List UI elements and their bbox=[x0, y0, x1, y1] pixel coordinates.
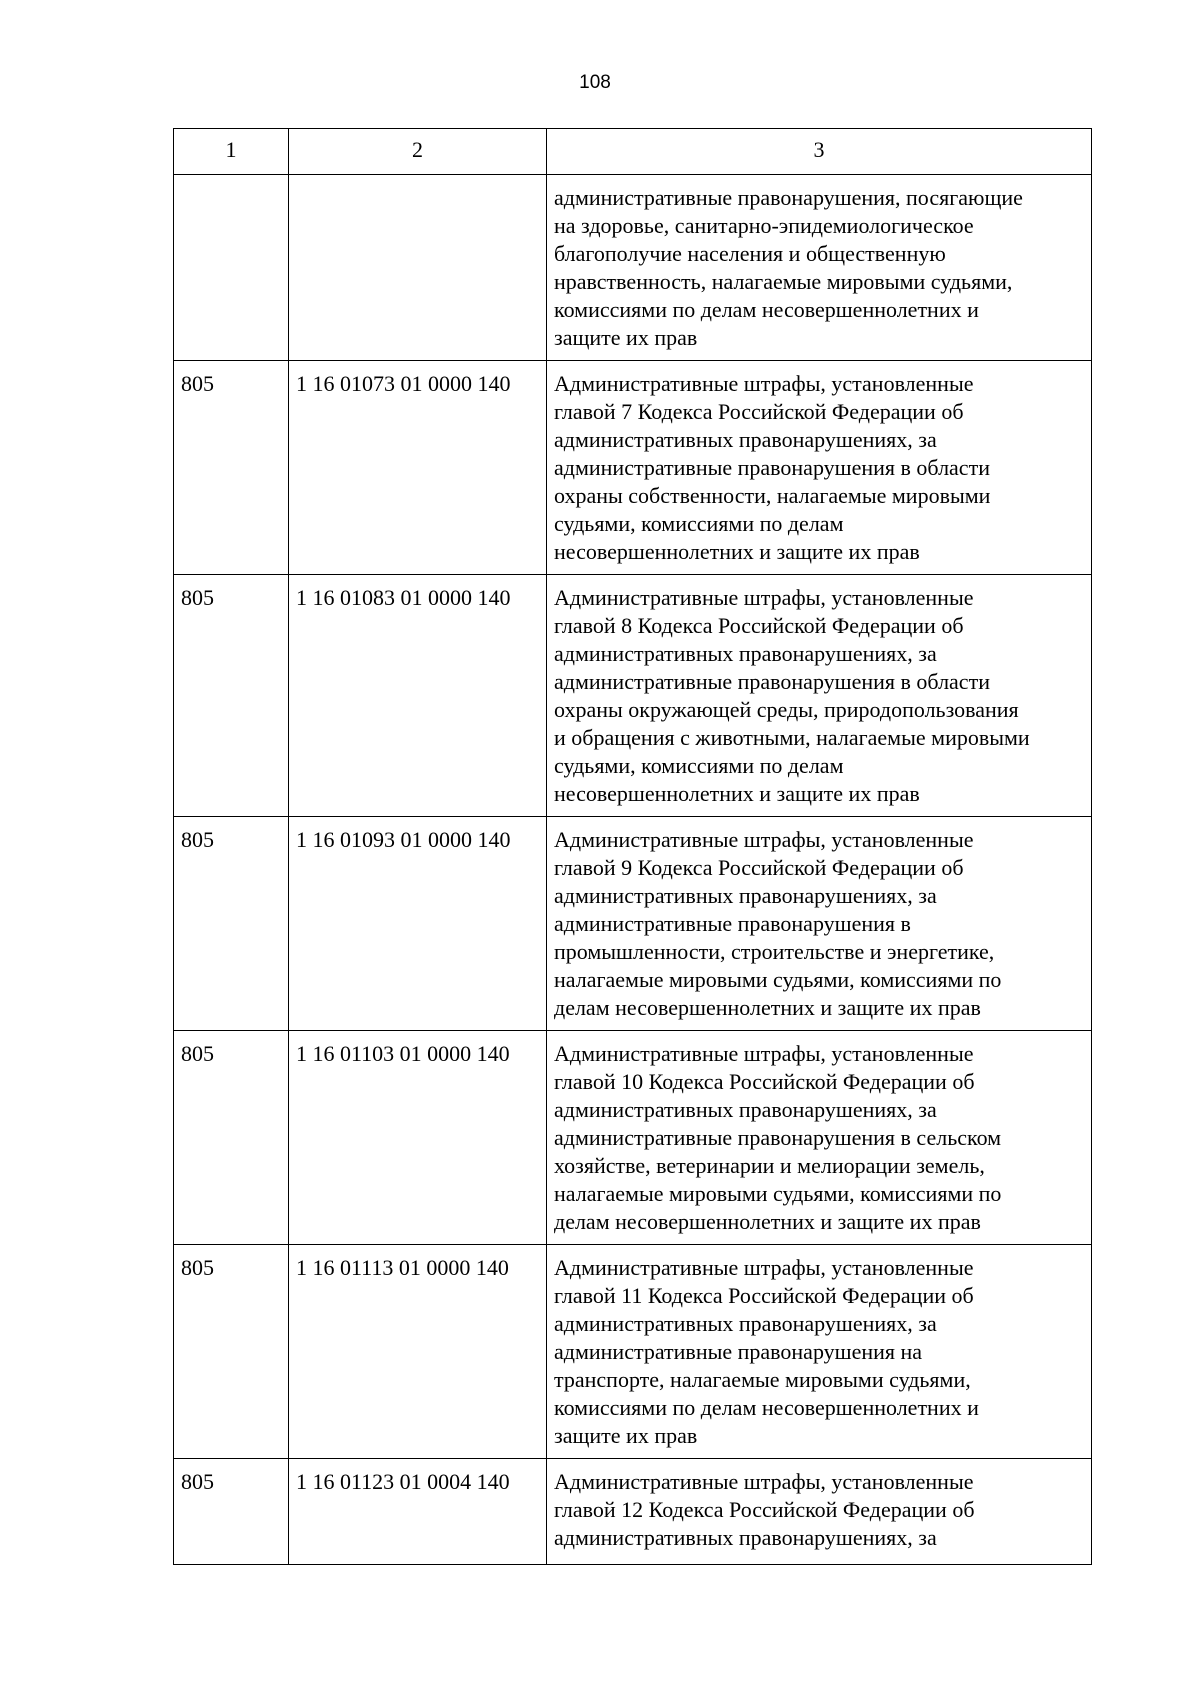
budget-code-cell: 1 16 01123 01 0004 140 bbox=[289, 1459, 547, 1565]
classification-table bbox=[173, 128, 1092, 1565]
admin-code-cell bbox=[174, 175, 289, 361]
table-row bbox=[174, 361, 1092, 575]
budget-code-cell: 1 16 01093 01 0000 140 bbox=[289, 817, 547, 1031]
description-cell: Административные штрафы, установленные главой 9 Кодекса Российской Федерации об административных правонарушениях, за административные правонарушения в промышленности, строительстве и энергетике, налагаемые мировыми судьями, комиссиями по делам несовершеннолетних и защите их прав bbox=[547, 817, 1092, 1031]
description-cell: Административные штрафы, установленные главой 10 Кодекса Российской Федерации об административных правонарушениях, за административные правонарушения в сельском хозяйстве, ветеринарии и мелиорации земель, налагаемые мировыми судьями, комиссиями по делам несовершеннолетних и защите их прав bbox=[547, 1031, 1092, 1245]
description-cell: Административные штрафы, установленные главой 11 Кодекса Российской Федерации об административных правонарушениях, за административные правонарушения на транспорте, налагаемые мировыми судьями, комиссиями по делам несовершеннолетних и защите их прав bbox=[547, 1245, 1092, 1459]
header-col-2: 2 bbox=[289, 129, 547, 175]
budget-code-cell: 1 16 01113 01 0000 140 bbox=[289, 1245, 547, 1459]
table-header-row bbox=[174, 129, 1092, 175]
table-row bbox=[174, 175, 1092, 361]
admin-code-cell: 805 bbox=[174, 1031, 289, 1245]
page-number: 108 bbox=[579, 72, 611, 93]
admin-code-cell: 805 bbox=[174, 361, 289, 575]
budget-code-cell: 1 16 01083 01 0000 140 bbox=[289, 575, 547, 817]
description-cell: Административные штрафы, установленные главой 12 Кодекса Российской Федерации об административных правонарушениях, за bbox=[547, 1459, 1092, 1565]
header-col-1: 1 bbox=[174, 129, 289, 175]
admin-code-cell: 805 bbox=[174, 1459, 289, 1565]
description-cell: административные правонарушения, посягающие на здоровье, санитарно-эпидемиологическое благополучие населения и общественную нравственность, налагаемые мировыми судьями, комиссиями по делам несовершеннолетних и защите их прав bbox=[547, 175, 1092, 361]
description-cell: Административные штрафы, установленные главой 7 Кодекса Российской Федерации об административных правонарушениях, за административные правонарушения в области охраны собственности, налагаемые мировыми судьями, комиссиями по делам несовершеннолетних и защите их прав bbox=[547, 361, 1092, 575]
admin-code-cell: 805 bbox=[174, 575, 289, 817]
header-col-3: 3 bbox=[547, 129, 1092, 175]
table-row bbox=[174, 1459, 1092, 1565]
budget-code-cell bbox=[289, 175, 547, 361]
table-row bbox=[174, 817, 1092, 1031]
table-row bbox=[174, 1245, 1092, 1459]
budget-code-cell: 1 16 01073 01 0000 140 bbox=[289, 361, 547, 575]
description-cell: Административные штрафы, установленные главой 8 Кодекса Российской Федерации об административных правонарушениях, за административные правонарушения в области охраны окружающей среды, природопользования и обращения с животными, налагаемые мировыми судьями, комиссиями по делам несовершеннолетних и защите их прав bbox=[547, 575, 1092, 817]
table-row bbox=[174, 1031, 1092, 1245]
admin-code-cell: 805 bbox=[174, 1245, 289, 1459]
admin-code-cell: 805 bbox=[174, 817, 289, 1031]
table-row bbox=[174, 575, 1092, 817]
budget-code-cell: 1 16 01103 01 0000 140 bbox=[289, 1031, 547, 1245]
